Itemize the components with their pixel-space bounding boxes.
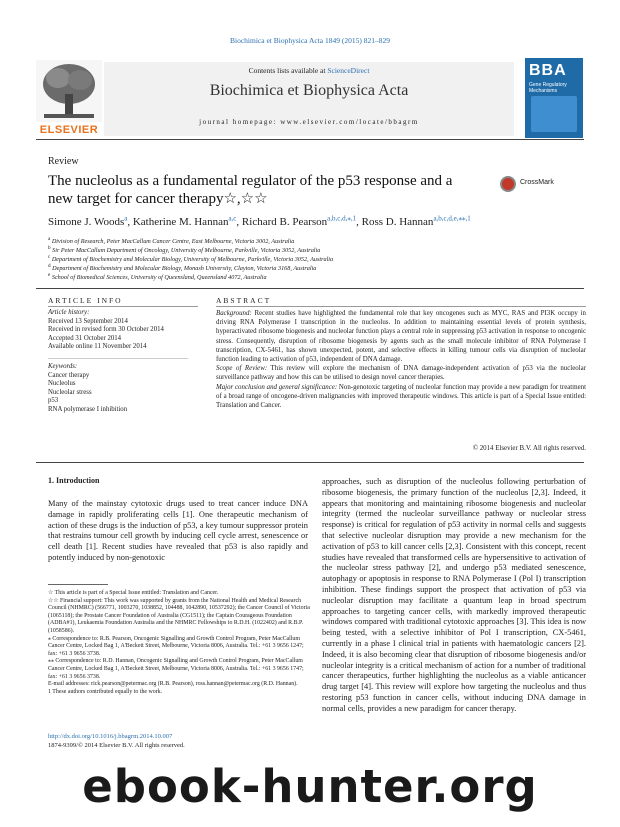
footnote-rule [48,584,108,585]
author: Ross D. Hannan$^{a,b,c,d,e,⁎⁎,1}$ [361,214,471,228]
cover-subtitle: Gene Regulatory Mechanisms [529,82,567,94]
keywords-label: Keywords: [48,362,78,370]
journal-title: Biochimica et Biophysica Acta [209,82,409,99]
cover-title: BBA [529,62,567,79]
contents-line [104,66,514,75]
crossmark-badge[interactable] [500,176,570,194]
keywords-divider [48,358,188,359]
article-type: Review [48,156,79,167]
footnote: ☆ This article is part of a Special Issue entitled: Translation and Cancer. [48,590,219,596]
keyword: p53 [48,397,59,405]
header-rule [36,139,584,140]
contents-prefix: Contents lists available at [248,66,328,75]
abstract-background: Background: Recent studies have highlighted the fundamental role that key oncogenes such as MYC, RAS and PI3K occupy in driving RNA Polymerase I transcription in the nucleolus. In addition to maintaining essential levels of protein synthesis, hyperactivated ribosome biogenesis and nucleolar function plays a central role in suppressing p53 activation in response to oncogenic stress. Consequently, disruption of ribosome biogenesis by agents such as the small molecule inhibitor of RNA Polymerase I transcription, CX-5461, has shown unexpected, potent, and selective effects in killing tumour cells via disruption of nucleolar function leading to activation of p53, independent of DNA damage. [216,310,586,364]
cover-image [531,96,577,132]
history-item: Received 13 September 2014 [48,317,128,325]
article-info [48,309,188,415]
keyword: RNA polymerase I inhibition [48,405,128,413]
abstract-body [216,309,586,410]
intro-right-text: approaches, such as disruption of the nucleolus following perturbation of ribosome biogenesis, the primary function of the nucleolus [2,3]. Indeed, it appears that monitoring and maintaining ribosome biogenesis and nucleolar integrity (termed the nucleolar surveillance pathway or nucleolar stress response) is critical for regulation of p53 activity in normal cells and suggests that selective nucleolar disruption may provide a new mechanism for the activation of p53 to kill cancer cells [2,3]. Consistent with this concept, recent studies have revealed that transformed cells are hypersensitive to activation of the nucleolar stress pathway [2], and undergo p53 mediated senescence, autophagy or apoptosis in response to RNA Polymerase I (Pol I) transcription inhibition. These findings support the prospect that activation of p53 via nucleolar disruption may facilitate a quantum leap in broad spectrum approaches to targeting cancer cells, with markedly improved therapeutic windows compared with traditional cytotoxic approaches [3]. This idea is now being tested, with a selective inhibitor of Pol I transcription, CX-5461, currently in a phase I clinical trial in patients with haematologic cancers [2]. Indeed, it is also becoming clear that disruption of ribosome biogenesis and/or nucleolar integrity is a critical mechanism of action for a number of traditional cancer therapeutics, further highlighting the nucleolus as a viable anticancer drug target [4]. This review will explore how targeting the nucleolus and thus restoring p53 function in cancer cells, without inducing DNA damage in normal cells, provides a new paradigm for cancer therapy. [322,477,586,713]
journal-citation[interactable]: Biochimica et Biophysica Acta 1849 (2015) 821–829 [230,36,390,45]
intro-left-text: Many of the mainstay cytotoxic drugs used to treat cancer induce DNA damage in rapidly proliferating cells [1]. One therapeutic mechanism of action of these drugs is the induction of p53, a key tumour suppressor protein that restrains tumour cell growth by inducing cell cycle arrest, senescence or cell death [1]. Recent studies have revealed that p53 is also rapidly and potently induced by non-genotoxic [48,499,308,562]
history-item: Received in revised form 30 October 2014 [48,326,164,334]
elsevier-tree-icon [36,60,102,122]
copyright: © 2014 Elsevier B.V. All rights reserved. [472,445,586,452]
history-item: Available online 11 November 2014 [48,343,147,351]
paper-title: The nucleolus as a fundamental regulator of the p53 response and a new target for cancer therapy☆,☆☆ [48,173,453,207]
elsevier-wordmark: ELSEVIER [39,124,99,136]
info-rule [48,306,198,307]
footnote: ⁎⁎ Correspondence to: R.D. Hannan, Oncogenic Signalling and Growth Control Program, Peter MacCallum Cancer Centre, Locked Bag 1, A'Beckett Street, Melbourne, Victoria 8006, Australia. Tel.: +61 3 9656 1747; fax: +61 3 9656 3738. [48,658,304,680]
affiliation: $^d$ Department of Biochemistry and Molecular Biology, Monash University, Clayton, Victoria 3168, Australia [48,263,317,273]
affiliation: $^a$ Division of Research, Peter MacCallum Cancer Centre, East Melbourne, Victoria 3002, Australia [48,236,295,246]
abstract-major: Major conclusion and general significance: Non-genotoxic targeting of nucleolar function may provide a new paradigm for treatment of a broad range of oncogene-driven malignancies with improved therapeutic windows. This article is part of a Special Issue entitled: Translation and Cancer. [216,383,586,410]
author: Simone J. Woods$^a$, [48,214,133,228]
sciencedirect-link[interactable]: ScienceDirect [327,66,370,75]
watermark: ebook-hunter.org [82,760,538,813]
abstract-heading: ABSTRACT [216,296,272,305]
footnote: 1 These authors contributed equally to the work. [48,688,163,695]
keyword: Cancer therapy [48,371,90,379]
elsevier-logo [36,60,102,136]
footnote: ☆☆ Financial support: This work was supported by grants from the National Health and Medical Research Council (NHMRC) (566771, 1003270, 1038852, 104488, 1042890, 10537292); the Cancer Council of Victoria (1065118); the Prostate Cancer Foundation of Australia (CG1511); the Captain Courageous Foundation (ADBA#1), Leukaemia Foundation Australia and the NHMRC Fellowships to R.D.H. (1022402) and R.B.P. (1058586). [48,597,310,634]
crossmark-icon [500,176,516,192]
section-rule [36,288,584,289]
journal-header [104,62,514,136]
affiliation: $^b$ Sir Peter MacCallum Department of Oncology, University of Melbourne, Parkville, Victoria 3052, Australia [48,245,321,255]
abstract-end-rule [36,462,584,463]
intro-heading: 1. Introduction [48,476,100,485]
footnote: ⁎ Correspondence to: R.B. Pearson, Oncogenic Signalling and Growth Control Program, Peter MacCallum Cancer Centre, Locked Bag 1, A'Beckett Street, Melbourne, Victoria 8006, Australia. Tel.: +61 3 9656 1247; fax: +61 3 9656 3738. [48,635,304,657]
journal-cover [525,58,583,138]
author-list [48,214,471,228]
affiliation: $^e$ School of Biomedical Sciences, University of Queensland, Queensland 4072, Australia [48,272,267,282]
doi-link[interactable]: http://dx.doi.org/10.1016/j.bbagrm.2014.10.007 [48,733,173,740]
author: Richard B. Pearson$^{a,b,c,d,⁎,1}$, [241,214,362,228]
crossmark-label: CrossMark [520,179,554,186]
keyword: Nucleolar stress [48,388,92,396]
history-item: Accepted 31 October 2014 [48,334,122,342]
journal-homepage[interactable]: journal homepage: www.elsevier.com/locate/bbagrm [199,118,419,126]
keyword: Nucleolus [48,380,76,388]
article-info-heading: ARTICLE INFO [48,296,123,305]
footnote: E-mail addresses: rick.pearson@petermac.org (R.B. Pearson), ross.hannan@petermac.org (R.D. Hannan). [48,681,298,688]
author: Katherine M. Hannan$^{a,c}$, [132,214,242,228]
affiliation: $^c$ Department of Biochemistry and Molecular Biology, University of Melbourne, Parkville, Victoria 3052, Australia [48,254,334,264]
issn-line: 1874-9399/© 2014 Elsevier B.V. All rights reserved. [48,742,185,749]
footnotes [48,590,310,696]
history-label: Article history: [48,309,90,316]
abstract-rule [216,306,586,307]
abstract-scope: Scope of Review: This review will explore the mechanism of DNA damage-independent activation of p53 via the nucleolar surveillance pathway and how this can be utilised to design novel cancer therapies. [216,365,586,382]
